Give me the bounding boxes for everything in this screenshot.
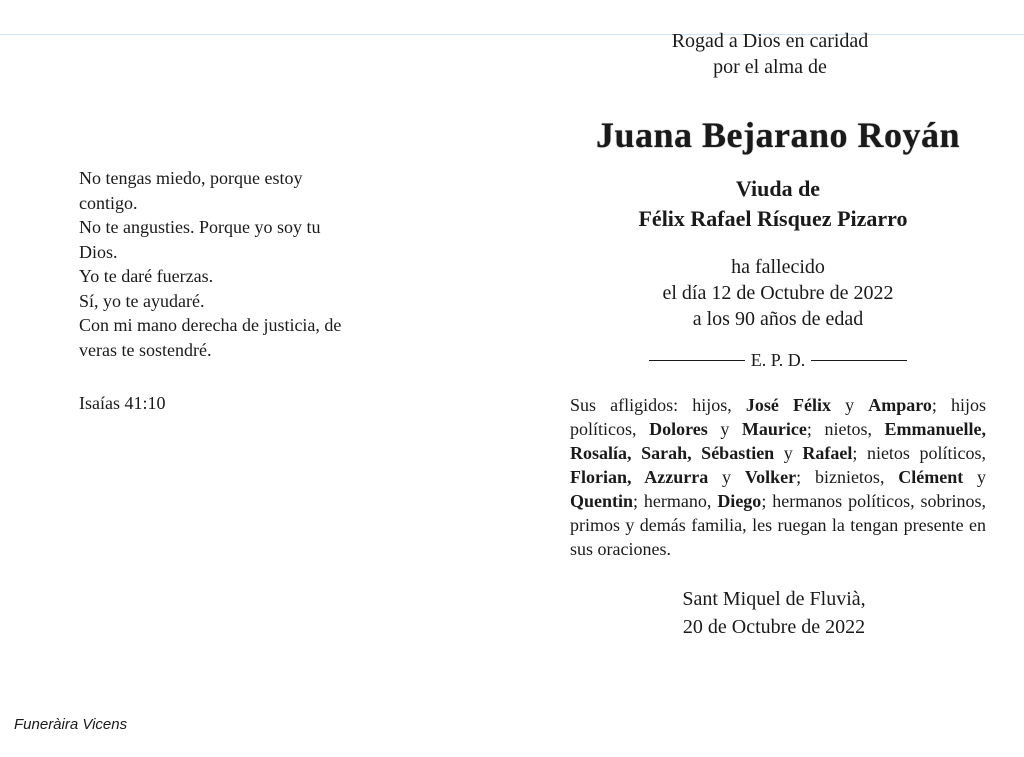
mourner-name: Volker [744, 467, 797, 487]
bible-verse [79, 166, 419, 362]
death-info [548, 254, 1008, 332]
mourner-name: Quentin [570, 491, 634, 511]
widow-label: Viuda de [735, 176, 821, 201]
verse-line: Con mi mano derecha de justicia, de [79, 315, 342, 335]
mourners-text: ; biznietos, [796, 467, 899, 487]
verse-reference: Isaías 41:10 [79, 393, 166, 413]
mourner-name: Maurice [741, 419, 807, 439]
mourners-text: Sus afligidos: hijos, [570, 395, 746, 415]
obituary-card [548, 28, 1008, 641]
place: Sant Miquel de Fluvià, [682, 588, 866, 610]
death-date: el día 12 de Octubre de 2022 [662, 282, 894, 304]
deceased-name: Juana Bejarano Royán [595, 115, 961, 155]
mourner-name: Emmanuelle, Rosalía, Sarah, Sébastien [570, 419, 987, 463]
prayer-line: por el alma de [713, 56, 827, 78]
verse-line: Yo te daré fuerzas. [79, 266, 214, 286]
prayer-header [532, 28, 1008, 80]
spouse-name: Félix Rafael Rísquez Pizarro [638, 206, 908, 231]
age-at-death: a los 90 años de edad [692, 308, 864, 330]
dash-rule-left [649, 360, 745, 361]
verse-line: contigo. [79, 192, 138, 213]
mourner-name: Diego [717, 491, 762, 511]
mourners-text: y [708, 467, 745, 487]
mourners-text: ; hermano, [633, 491, 718, 511]
verse-line: No te angusties. Porque yo soy tu [79, 217, 321, 237]
card-date: 20 de Octubre de 2022 [682, 616, 866, 638]
mourners-text: ; nietos, [806, 419, 885, 439]
verse-line: Sí, yo te ayudaré. [79, 290, 205, 311]
mourners-text: y [830, 395, 869, 415]
mourners-text: ; nietos políticos, [852, 443, 987, 463]
mourner-name: Dolores [649, 419, 708, 439]
mourner-name: Rafael [802, 443, 853, 463]
funeral-home-name: Funeràira Vicens [14, 716, 128, 733]
mourner-name: Florian, Azzurra [570, 467, 709, 487]
dash-rule-right [811, 360, 907, 361]
mourners-text: y [707, 419, 742, 439]
death-line: ha fallecido [731, 256, 825, 278]
prayer-line: Rogad a Dios en caridad [671, 30, 869, 52]
mourners-text: y [963, 467, 986, 487]
mourner-name: José Félix [745, 395, 831, 415]
mourners-paragraph [570, 393, 986, 561]
verse-line: veras te sostendré. [79, 339, 212, 360]
epd-row [548, 350, 1008, 371]
mourners-text: y [774, 443, 803, 463]
verse-line: No tengas miedo, porque estoy [79, 168, 303, 188]
mourners-text: ; hijos políticos, [570, 395, 987, 439]
place-and-date [540, 585, 1008, 641]
verse-line: Dios. [79, 241, 118, 262]
epd-text: E. P. D. [750, 350, 806, 370]
mourner-name: Clément [898, 467, 964, 487]
mourners-text: ; hermanos políticos, sobrinos, primos y demás familia, les ruegan la tengan presente en sus oraciones. [570, 491, 986, 559]
mourner-name: Amparo [868, 395, 932, 415]
